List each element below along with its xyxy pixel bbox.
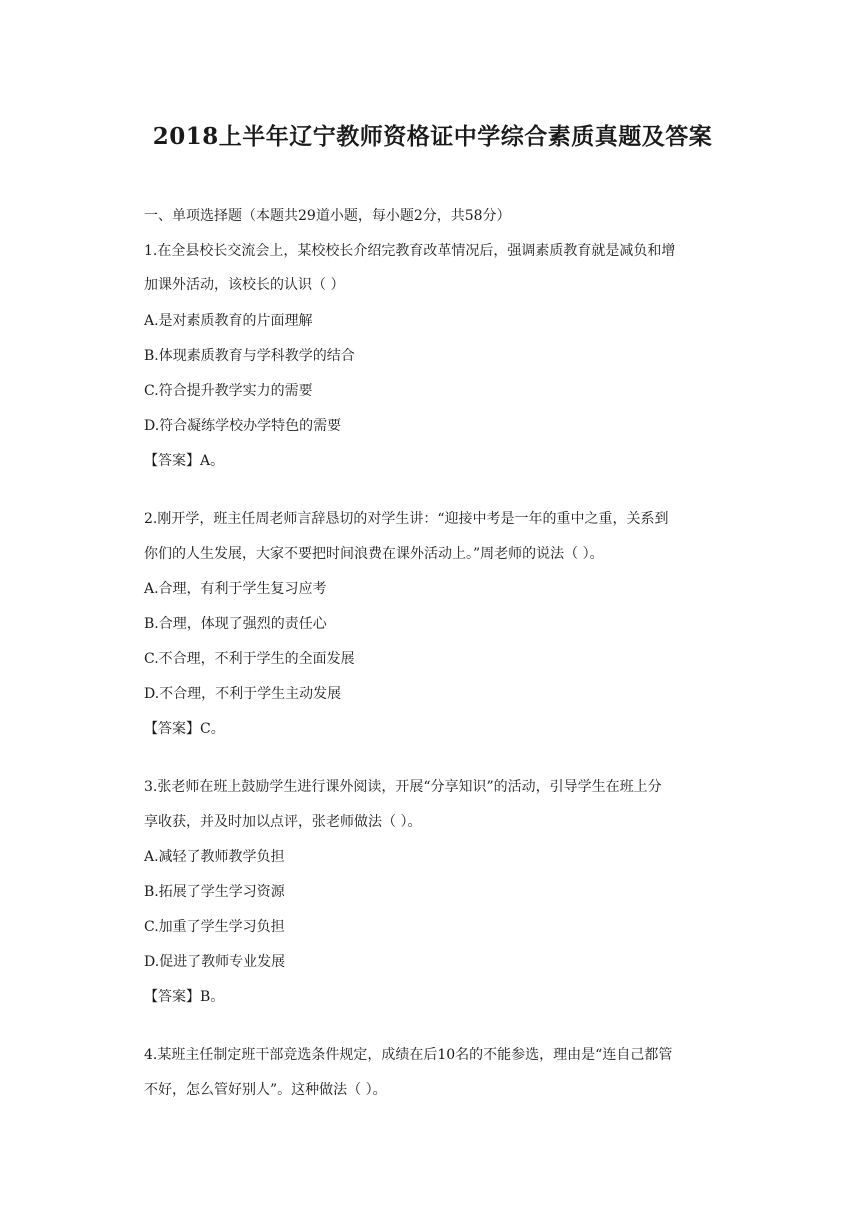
question-4-stem-line-1: 4.某班主任制定班干部竞选条件规定，成绩在后10名的不能参选，理由是“连自己都管: [144, 1047, 673, 1063]
question-1-option-d: D.符合凝练学校办学特色的需要: [144, 418, 342, 434]
question-3-option-b: B.拓展了学生学习资源: [144, 884, 285, 900]
question-2-stem-line-1: 2.刚开学，班主任周老师言辞恳切的对学生讲：“迎接中考是一年的重中之重，关系到: [144, 511, 669, 527]
question-1-stem-line-2: 加课外活动，该校长的认识（ ）: [144, 277, 345, 293]
question-2-option-a: A.合理，有利于学生复习应考: [144, 581, 327, 597]
question-3-option-c: C.加重了学生学习负担: [144, 919, 285, 935]
question-2-option-c: C.不合理，不利于学生的全面发展: [144, 651, 355, 667]
question-1-option-b: B.体现素质教育与学科教学的结合: [144, 348, 355, 364]
question-2-option-b: B.合理，体现了强烈的责任心: [144, 616, 327, 632]
section-heading: 一、单项选择题（本题共29道小题，每小题2分，共58分）: [144, 208, 511, 224]
question-1-stem-line-1: 1.在全县校长交流会上，某校校长介绍完教育改革情况后，强调素质教育就是减负和增: [144, 243, 676, 259]
question-3-option-a: A.减轻了教师教学负担: [144, 849, 285, 865]
question-1-option-c: C.符合提升教学实力的需要: [144, 383, 313, 399]
question-3-option-d: D.促进了教师专业发展: [144, 954, 286, 970]
question-3-answer: 【答案】B。: [144, 989, 225, 1005]
question-1-answer: 【答案】A。: [144, 453, 225, 469]
question-2-stem-line-2: 你们的人生发展，大家不要把时间浪费在课外活动上。”周老师的说法（ ）。: [144, 546, 604, 562]
question-2-answer: 【答案】C。: [144, 721, 225, 737]
question-3-stem-line-2: 享收获，并及时加以点评，张老师做法（ ）。: [144, 814, 422, 830]
document-title: 2018上半年辽宁教师资格证中学综合素质真题及答案: [152, 123, 713, 150]
question-3-stem-line-1: 3.张老师在班上鼓励学生进行课外阅读，开展“分享知识”的活动，引导学生在班上分: [144, 779, 662, 795]
question-1-option-a: A.是对素质教育的片面理解: [144, 313, 313, 329]
question-2-option-d: D.不合理，不利于学生主动发展: [144, 686, 342, 702]
question-4-stem-line-2: 不好，怎么管好别人”。这种做法（ ）。: [144, 1082, 387, 1098]
